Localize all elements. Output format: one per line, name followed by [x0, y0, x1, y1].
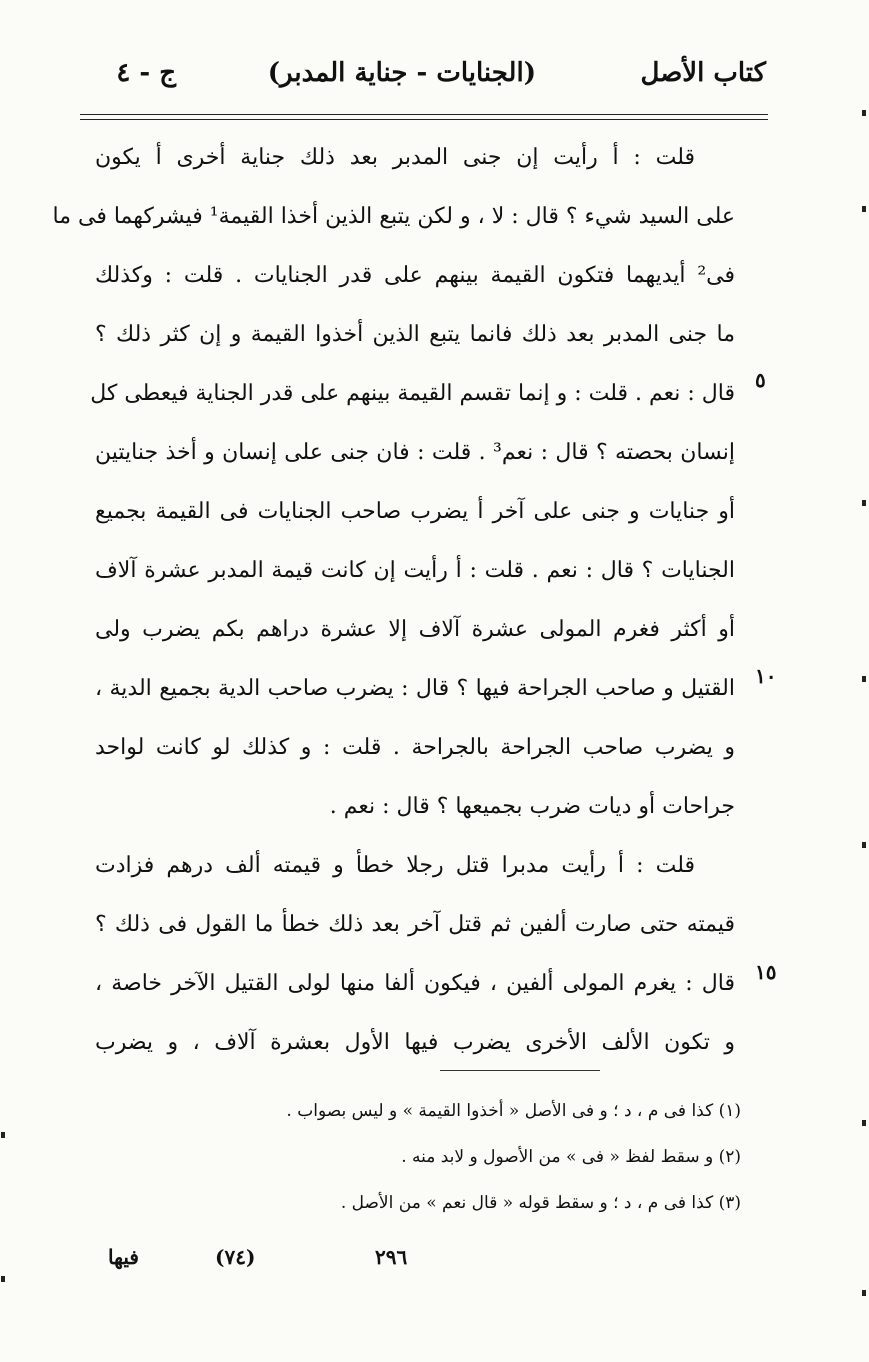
page-number: ٢٩٦ [375, 1245, 408, 1269]
catchword: فيها [108, 1245, 139, 1269]
footnote-rule [440, 1070, 600, 1071]
text-line: قال : نعم . قلت : و إنما تقسم القيمة بينهم على قدر الجناية فيعطى كل [90, 381, 735, 406]
text-line: الجنايات ؟ قال : نعم . قلت : أ رأيت إن كانت قيمة المدبر عشرة آلاف [95, 558, 735, 583]
text-line: أو جنايات و جنى على آخر أ يضرب صاحب الجنايات فى القيمة بجميع [95, 499, 735, 524]
text-line: قلت : أ رأيت مدبرا قتل رجلا خطأ و قيمته ألف درهم فزادت [95, 853, 695, 878]
signature-mark: (٧٤) [215, 1245, 256, 1269]
scan-mark [1, 1276, 5, 1282]
footnotes [286, 1088, 741, 1226]
scan-mark [862, 110, 866, 116]
text-line: فى² أيديهما فتكون القيمة بينهم على قدر الجنايات . قلت : وكذلك [95, 263, 735, 288]
running-header [86, 58, 766, 108]
scan-mark [862, 206, 866, 212]
chapter-title: (الجنايات - جناية المدبر) [267, 58, 536, 88]
scan-mark [862, 1120, 866, 1126]
text-line: و يضرب صاحب الجراحة بالجراحة . قلت : و كذلك لو كانت لواحد [95, 735, 735, 760]
scan-mark [862, 1290, 866, 1296]
text-line: جراحات أو ديات ضرب بجميعها ؟ قال : نعم . [329, 794, 735, 819]
footnote-2: (٢) و سقط لفظ « فى » من الأصول و لابد منه . [401, 1147, 741, 1167]
scan-mark [862, 842, 866, 848]
scan-mark [862, 500, 866, 506]
line-number-15: ١٥ [755, 960, 777, 984]
text-line: إنسان بحصته ؟ قال : نعم³ . قلت : فان جنى على إنسان و أخذ جنايتين [95, 440, 735, 465]
text-line: قيمته حتى صارت ألفين ثم قتل آخر بعد ذلك خطأ ما القول فى ذلك ؟ [95, 912, 735, 937]
header-rule-second [80, 119, 768, 120]
line-number-5: ٥ [755, 368, 766, 392]
text-line: أو أكثر فغرم المولى عشرة آلاف إلا عشرة دراهم بكم يضرب ولى [95, 617, 736, 642]
header-rule [80, 114, 768, 115]
text-line: قال : يغرم المولى ألفين ، فيكون ألفا منها لولى القتيل الآخر خاصة ، [95, 971, 735, 996]
text-line: و تكون الألف الأخرى يضرب فيها الأول بعشرة آلاف ، و يضرب [95, 1030, 735, 1055]
text-line: على السيد شيء ؟ قال : لا ، و لكن يتبع الذين أخذا القيمة¹ فيشركهما فى ما [52, 204, 735, 229]
scan-mark [1, 1132, 5, 1138]
line-number-10: ١٠ [755, 664, 777, 688]
text-line: قلت : أ رأيت إن جنى المدبر بعد ذلك جناية أخرى أ يكون [95, 145, 695, 170]
text-line: ما جنى المدبر بعد ذلك فانما يتبع الذين أخذوا القيمة و إن كثر ذلك ؟ [95, 322, 735, 347]
footnote-3: (٣) كذا فى م ، د ؛ و سقط قوله « قال نعم » من الأصل . [340, 1193, 741, 1213]
footnote-1: (١) كذا فى م ، د ؛ و فى الأصل « أخذوا القيمة » و ليس بصواب . [286, 1101, 741, 1121]
book-title: كتاب الأصل [640, 58, 766, 88]
scan-mark [862, 676, 866, 682]
main-text [52, 128, 736, 1072]
text-line: القتيل و صاحب الجراحة فيها ؟ قال : يضرب صاحب الدية بجميع الدية ، [95, 676, 735, 701]
volume-number: ج - ٤ [116, 58, 176, 88]
